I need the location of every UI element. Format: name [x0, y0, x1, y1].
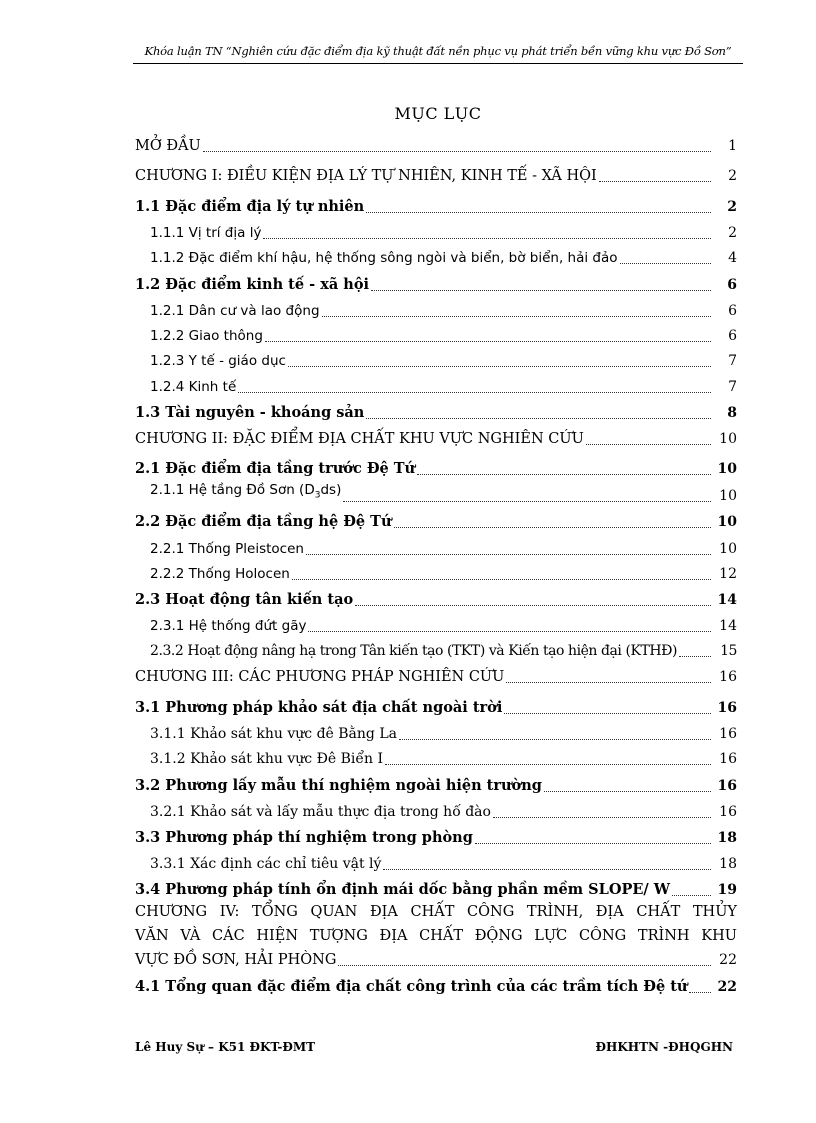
toc-entry-2-3-1[interactable]	[150, 612, 737, 636]
toc-entry-2-2[interactable]	[135, 508, 737, 532]
toc-entry-label: 4.1 Tổng quan đặc điểm địa chất công trình của các trầm tích Đệ tứ	[135, 978, 688, 995]
toc-entry-page: 16	[717, 700, 737, 716]
toc-entry-page: 16	[717, 778, 737, 794]
toc-entry-2-1-1[interactable]	[150, 482, 737, 506]
toc-entry-3-2-1[interactable]	[150, 798, 737, 822]
toc-entry-last-line	[135, 948, 737, 972]
toc-entry-label: CHƯƠNG I: ĐIỀU KIỆN ĐỊA LÝ TỰ NHIÊN, KINH TẾ - XÃ HỘI	[135, 168, 597, 184]
toc-entry-label: 1.1.1 Vị trí địa lý	[150, 225, 262, 241]
toc-entry-page: 16	[719, 726, 737, 742]
leader-dots	[203, 149, 711, 152]
leader-dots	[394, 525, 712, 528]
toc-entry-2-3[interactable]	[135, 586, 737, 610]
toc-entry-3-3[interactable]	[135, 824, 737, 848]
toc-entry-page: 4	[728, 250, 737, 266]
toc-entry-label: 3.2.1 Khảo sát và lấy mẫu thực địa trong hố đào	[150, 804, 491, 820]
leader-dots	[586, 442, 711, 445]
leader-dots	[292, 577, 711, 580]
toc-entry-1-1[interactable]	[135, 193, 737, 217]
leader-dots	[355, 603, 711, 606]
toc-entry-label: 3.3 Phương pháp thí nghiệm trong phòng	[135, 829, 473, 846]
toc-entry-page: 10	[719, 541, 737, 557]
running-header: Khóa luận TN “Nghiên cứu đặc điểm địa kỹ thuật đất nền phục vụ phát triển bền vững khu vực Đồ Sơn”	[144, 44, 732, 58]
toc-entry-label: 3.3.1 Xác định các chỉ tiêu vật lý	[150, 856, 382, 872]
toc-entry-3-2[interactable]	[135, 772, 737, 796]
leader-dots	[506, 680, 711, 683]
toc-entry-label: 2.3 Hoạt động tân kiến tạo	[135, 591, 354, 608]
leader-dots	[493, 815, 711, 818]
toc-entry-label: 1.2.1 Dân cư và lao động	[150, 303, 320, 319]
leader-dots	[679, 654, 711, 657]
toc-entry-page: 2	[728, 225, 737, 241]
toc-entry-page: 14	[719, 618, 737, 634]
toc-entry-1-2-2[interactable]	[150, 322, 737, 346]
toc-entry-4-1[interactable]	[135, 973, 737, 997]
toc-entry-page: 16	[719, 751, 737, 767]
toc-entry-page: 18	[719, 856, 737, 872]
toc-entry-label: 2.2.1 Thống Pleistocen	[150, 541, 304, 557]
toc-entry-label-line1: CHƯƠNG IV: TỔNG QUAN ĐỊA CHẤT CÔNG TRÌNH, ĐỊA CHẤT THỦY	[135, 904, 737, 920]
leader-dots	[238, 390, 711, 393]
toc-entry-label	[150, 480, 341, 506]
toc-entry-2-2-1[interactable]	[150, 535, 737, 559]
toc-entry-chuong-4[interactable]	[135, 900, 737, 972]
toc-entry-page: 22	[719, 952, 737, 968]
leader-dots	[383, 867, 711, 870]
toc-entry-label: 1.2.4 Kinh tế	[150, 379, 237, 395]
footer-institution: ĐHKHTN -ĐHQGHN	[595, 1040, 733, 1054]
page-title: MỤC LỤC	[394, 104, 482, 123]
leader-dots	[366, 210, 711, 213]
toc-entry-page: 10	[717, 514, 737, 530]
toc-entry-1-2-3[interactable]	[150, 347, 737, 371]
toc-entry-label-pre: 2.1.1 Hệ tầng Đồ Sơn (D	[150, 482, 315, 499]
toc-entry-3-1-1[interactable]	[150, 720, 737, 744]
toc-entry-label: 2.1 Đặc điểm địa tầng trước Đệ Tứ	[135, 460, 416, 477]
leader-dots	[475, 841, 711, 844]
leader-dots	[308, 629, 711, 632]
leader-dots	[504, 711, 711, 714]
toc-entry-label-line2: VĂN VÀ CÁC HIỆN TƯỢNG ĐỊA CHẤT ĐỘNG LỰC CÔNG TRÌNH KHU	[135, 928, 737, 944]
toc-entry-label: 1.1 Đặc điểm địa lý tự nhiên	[135, 198, 365, 215]
toc-entry-page: 14	[717, 592, 737, 608]
toc-entry-page: 6	[728, 328, 737, 344]
toc-entry-chuong-2[interactable]	[135, 425, 737, 449]
leader-dots	[399, 737, 711, 740]
leader-dots	[338, 963, 711, 966]
toc-entry-label: 3.2 Phương lấy mẫu thí nghiệm ngoài hiện trường	[135, 777, 542, 794]
leader-dots	[417, 472, 711, 475]
toc-entry-label-sub: 3	[314, 491, 321, 501]
toc-entry-label: 3.1.2 Khảo sát khu vực Đê Biển I	[150, 751, 383, 767]
leader-dots	[544, 789, 711, 792]
toc-entry-label: 2.3.2 Hoạt động nâng hạ trong Tân kiến tạo (TKT) và Kiến tạo hiện đại (KTHĐ)	[150, 643, 677, 659]
leader-dots	[306, 552, 711, 555]
toc-entry-1-1-2[interactable]	[150, 244, 737, 268]
toc-entry-label: 1.2 Đặc điểm kinh tế - xã hội	[135, 276, 370, 293]
header-rule	[133, 63, 743, 64]
toc-entry-2-1[interactable]	[135, 455, 737, 479]
toc-entry-label: 3.1.1 Khảo sát khu vực đê Bằng La	[150, 726, 397, 742]
footer-author: Lê Huy Sự – K51 ĐKT-ĐMT	[135, 1040, 316, 1054]
leader-dots	[263, 236, 711, 239]
toc-entry-label: CHƯƠNG II: ĐẶC ĐIỂM ĐỊA CHẤT KHU VỰC NGHIÊN CỨU	[135, 431, 584, 447]
toc-entry-label: 3.4 Phương pháp tính ổn định mái dốc bằng phần mềm SLOPE/ W	[135, 881, 671, 898]
toc-entry-2-2-2[interactable]	[150, 560, 737, 584]
toc-entry-label: 3.1 Phương pháp khảo sát địa chất ngoài trời	[135, 699, 503, 716]
toc-entry-page: 19	[717, 882, 737, 898]
leader-dots	[385, 762, 711, 765]
toc-entry-3-4[interactable]	[135, 876, 737, 900]
toc-entry-label: 1.2.2 Giao thông	[150, 328, 263, 344]
toc-entry-label: MỞ ĐẦU	[135, 138, 201, 154]
toc-entry-label: 2.3.1 Hệ thống đứt gãy	[150, 618, 307, 634]
leader-dots	[288, 364, 711, 367]
toc-entry-mo-dau[interactable]	[135, 132, 737, 156]
toc-entry-1-2-4[interactable]	[150, 373, 737, 397]
toc-entry-page: 8	[727, 405, 737, 421]
toc-entry-1-2[interactable]	[135, 271, 737, 295]
toc-entry-1-3[interactable]	[135, 399, 737, 423]
leader-dots	[599, 179, 711, 182]
leader-dots	[366, 416, 711, 419]
toc-entry-page: 7	[728, 379, 737, 395]
toc-entry-page: 10	[717, 461, 737, 477]
toc-entry-label: 1.2.3 Y tế - giáo dục	[150, 353, 286, 369]
toc-entry-page: 15	[720, 643, 737, 659]
toc-entry-page: 10	[719, 488, 737, 504]
toc-entry-label: CHƯƠNG III: CÁC PHƯƠNG PHÁP NGHIÊN CỨU	[135, 669, 505, 685]
toc-entry-label: 1.1.2 Đặc điểm khí hậu, hệ thống sông ngòi và biển, bờ biển, hải đảo	[150, 250, 618, 266]
toc-entry-chuong-3[interactable]	[135, 663, 737, 687]
toc-entry-page: 22	[717, 979, 737, 995]
toc-entry-3-3-1[interactable]	[150, 850, 737, 874]
leader-dots	[265, 339, 711, 342]
toc-entry-page: 2	[727, 199, 737, 215]
toc-entry-1-1-1[interactable]	[150, 219, 737, 243]
toc-entry-page: 16	[719, 669, 737, 685]
toc-entry-page: 2	[728, 168, 737, 184]
toc-entry-label-line3: VỰC ĐỒ SƠN, HẢI PHÒNG	[135, 952, 337, 968]
toc-entry-page: 18	[717, 830, 737, 846]
toc-entry-page: 6	[727, 277, 737, 293]
toc-entry-1-2-1[interactable]	[150, 297, 737, 321]
toc-entry-3-1-2[interactable]	[150, 745, 737, 769]
leader-dots	[343, 499, 711, 502]
toc-entry-2-3-2[interactable]	[150, 637, 737, 661]
leader-dots	[371, 288, 711, 291]
toc-entry-3-1[interactable]	[135, 694, 737, 718]
leader-dots	[672, 893, 711, 896]
toc-entry-label-post: ds)	[320, 482, 342, 499]
toc-entry-chuong-1[interactable]	[135, 162, 737, 186]
toc-entry-label: 2.2 Đặc điểm địa tầng hệ Đệ Tứ	[135, 513, 392, 530]
leader-dots	[620, 261, 711, 264]
toc-entry-page: 16	[719, 804, 737, 820]
leader-dots	[689, 990, 711, 993]
toc-entry-label: 2.2.2 Thống Holocen	[150, 566, 290, 582]
toc-entry-page: 10	[719, 431, 737, 447]
toc-entry-page: 7	[728, 353, 737, 369]
toc-entry-page: 6	[728, 303, 737, 319]
toc-entry-page: 1	[728, 138, 737, 154]
toc-entry-page: 12	[719, 566, 737, 582]
toc-entry-label: 1.3 Tài nguyên - khoáng sản	[135, 404, 365, 421]
leader-dots	[322, 314, 711, 317]
